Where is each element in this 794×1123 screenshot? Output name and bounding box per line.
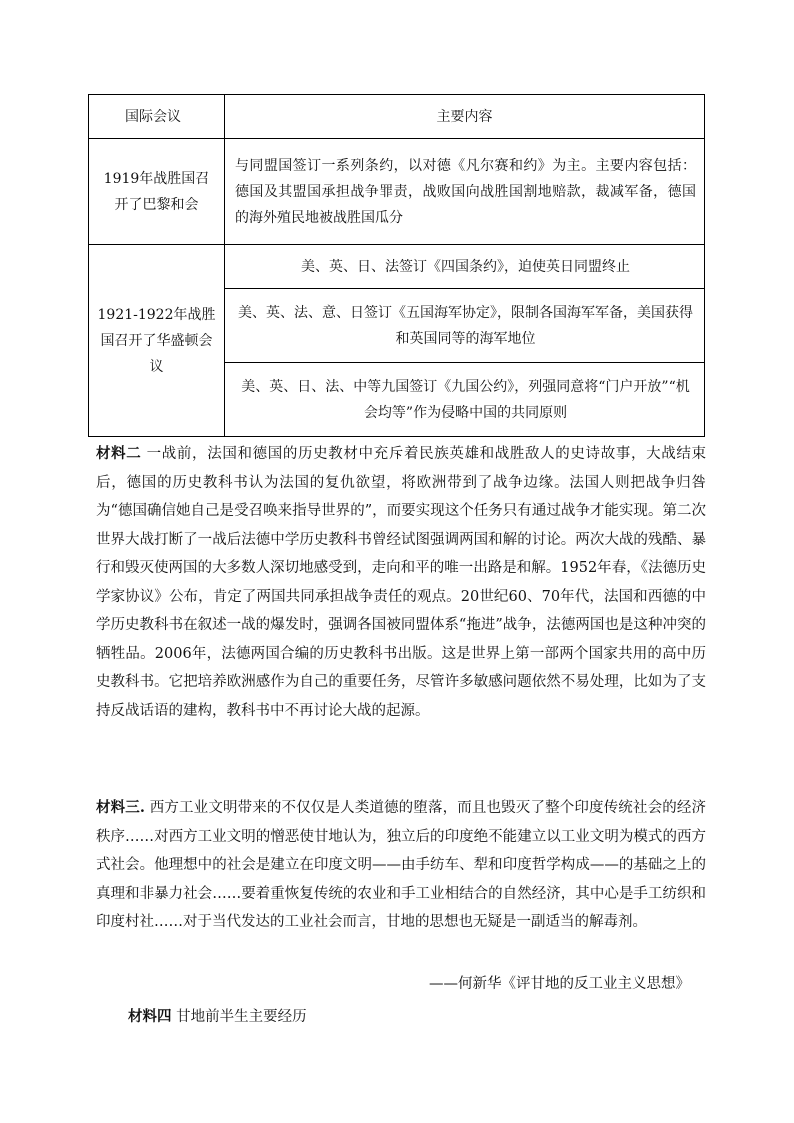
table-row <box>89 139 705 245</box>
table-row <box>89 245 705 289</box>
header-content: 主要内容 <box>225 95 705 139</box>
conference-table <box>88 94 705 437</box>
material-3-paragraph <box>96 794 706 937</box>
material-4-label: 材料四 <box>128 1008 172 1025</box>
material-2-paragraph <box>96 440 706 725</box>
material-3-text: 西方工业文明带来的不仅仅是人类道德的堕落，而且也毁灭了整个印度传统社会的经济秩序……对西方工业文明的憎恶使甘地认为，独立后的印度绝不能建立以工业文明为模式的西方式社会。他理想中的社会是建立在印度文明——由手纺车、犁和印度哲学构成——的基础之上的真理和非暴力社会……要着重恢复传统的农业和手工业相结合的自然经济，其中心是手工纺织和印度村社……对于当代发达的工业社会而言，甘地的思想也无疑是一副适当的解毒剂。 <box>96 800 707 930</box>
content-four-power: 美、英、日、法签订《四国条约》，迫使英日同盟终止 <box>225 245 705 289</box>
material-4-heading <box>128 1003 307 1031</box>
table-header-row <box>89 95 705 139</box>
content-paris: 与同盟国签订一系列条约，以对德《凡尔赛和约》为主。主要内容包括：德国及其盟国承担战争罪责，战败国向战胜国割地赔款，裁减军备，德国的海外殖民地被战胜国瓜分 <box>225 139 705 245</box>
meeting-washington: 1921-1922年战胜国召开了华盛顿会议 <box>89 245 225 437</box>
material-4-text: 甘地前半生主要经历 <box>176 1009 307 1025</box>
header-conference: 国际会议 <box>89 95 225 139</box>
content-five-power: 美、英、法、意、日签订《五国海军协定》，限制各国海军军备，美国获得和英国同等的海军地位 <box>225 289 705 363</box>
content-nine-power: 美、英、日、法、中等九国签订《九国公约》，列强同意将“门户开放”“机会均等”作为侵略中国的共同原则 <box>225 363 705 437</box>
material-3-attribution: ——何新华《评甘地的反工业主义思想》 <box>429 976 690 992</box>
material-3-label: 材料三. <box>96 799 145 816</box>
meeting-paris: 1919年战胜国召开了巴黎和会 <box>89 139 225 245</box>
material-2-label: 材料二 <box>96 445 142 462</box>
material-2-text: 一战前，法国和德国的历史教材中充斥着民族英雄和战胜敌人的史诗故事，大战结束后，德国的历史教科书认为法国的复仇欲望，将欧洲带到了战争边缘。法国人则把战争归咎为“德国确信她自己是受召唤来指导世界的”，而要实现这个任务只有通过战争才能实现。第二次世界大战打断了一战后法德中学历史教科书曾经试图强调两国和解的讨论。两次大战的残酷、暴行和毁灭使两国的大多数人深切地感受到，走向和平的唯一出路是和解。1952年春，《法德历史学家协议》公布，肯定了两国共同承担战争责任的观点。20世纪60、70年代，法国和西德的中学历史教科书在叙述一战的爆发时，强调各国被同盟体系“拖进”战争，法德两国也是这种冲突的牺牲品。2006年，法德两国合编的历史教科书出版。这是世界上第一部两个国家共用的高中历史教科书。它把培养欧洲感作为自己的重要任务，尽管许多敏感问题依然不易处理，比如为了支持反战话语的建构，教科书中不再讨论大战的起源。 <box>96 446 707 719</box>
